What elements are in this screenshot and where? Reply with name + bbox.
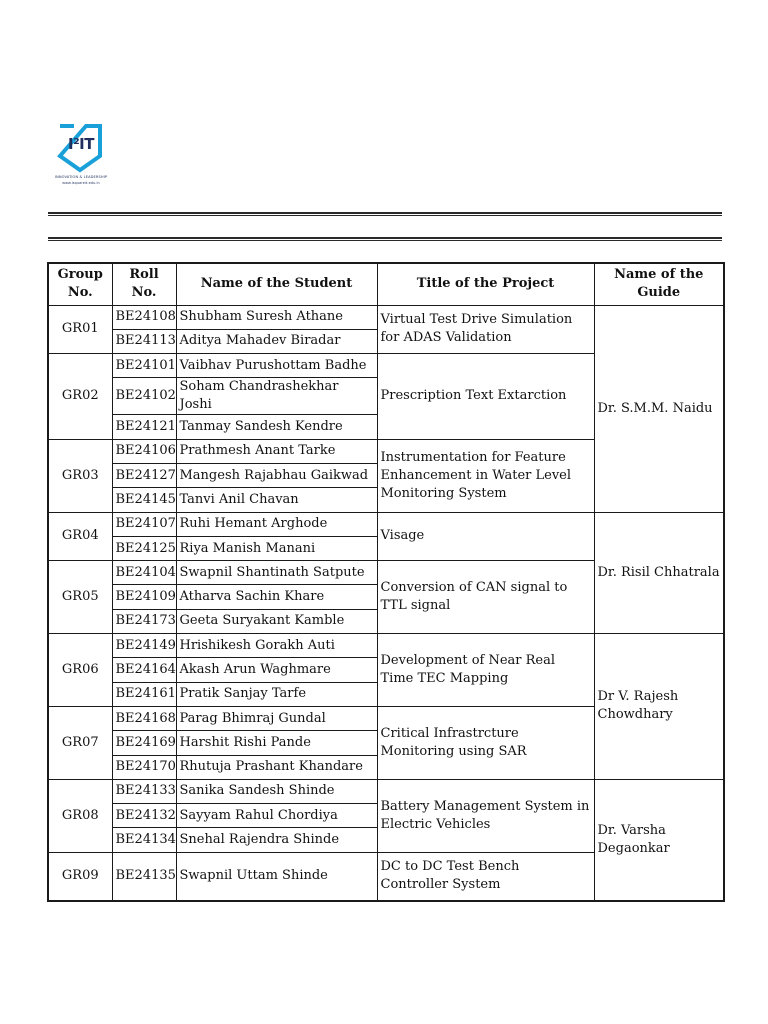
header-rule-bottom [48,237,722,241]
student-name-cell: Vaibhav Purushottam Badhe [176,354,377,378]
roll-no-cell: BE24149 [112,634,176,658]
roll-no-cell: BE24135 [112,852,176,901]
logo-tagline: INNOVATION & LEADERSHIP [54,175,108,179]
roll-no-cell: BE24133 [112,779,176,803]
student-name-cell: Snehal Rajendra Shinde [176,828,377,852]
roll-no-cell: BE24106 [112,439,176,463]
roll-no-cell: BE24145 [112,488,176,512]
group-no-cell: GR09 [48,852,112,901]
roll-no-cell: BE24127 [112,463,176,487]
student-name-cell: Swapnil Uttam Shinde [176,852,377,901]
group-no-cell: GR01 [48,305,112,354]
roll-no-cell: BE24102 [112,378,176,415]
table-row [48,305,724,329]
guide-name-cell: Dr V. Rajesh Chowdhary [594,634,724,780]
roll-no-cell: BE24107 [112,512,176,536]
student-name-cell: Rhutuja Prashant Khandare [176,755,377,779]
header-roll-no: Roll No. [112,263,176,305]
student-name-cell: Sanika Sandesh Shinde [176,779,377,803]
guide-name-cell: Dr. S.M.M. Naidu [594,305,724,512]
roll-no-cell: BE24101 [112,354,176,378]
project-title-cell: DC to DC Test Bench Controller System [377,852,594,901]
roll-no-cell: BE24170 [112,755,176,779]
project-title-cell: Prescription Text Extarction [377,354,594,440]
roll-no-cell: BE24108 [112,305,176,329]
table-row [48,634,724,658]
header-project-title: Title of the Project [377,263,594,305]
institute-logo [54,122,108,190]
roll-no-cell: BE24168 [112,706,176,730]
student-name-cell: Parag Bhimraj Gundal [176,706,377,730]
roll-no-cell: BE24134 [112,828,176,852]
roll-no-cell: BE24121 [112,415,176,439]
group-no-cell: GR03 [48,439,112,512]
roll-no-cell: BE24104 [112,561,176,585]
project-title-cell: Development of Near Real Time TEC Mapping [377,634,594,707]
guide-name-cell: Dr. Risil Chhatrala [594,512,724,633]
roll-no-cell: BE24109 [112,585,176,609]
header-rule-top [48,212,722,216]
roll-no-cell: BE24125 [112,536,176,560]
header-guide-name: Name of the Guide [594,263,724,305]
table-body [48,305,724,901]
student-name-cell: Mangesh Rajabhau Gaikwad [176,463,377,487]
student-name-cell: Tanvi Anil Chavan [176,488,377,512]
student-name-cell: Soham Chandrashekhar Joshi [176,378,377,415]
student-name-cell: Atharva Sachin Khare [176,585,377,609]
student-name-cell: Aditya Mahadev Biradar [176,329,377,353]
roll-no-cell: BE24173 [112,609,176,633]
project-title-cell: Instrumentation for Feature Enhancement in Water Level Monitoring System [377,439,594,512]
roll-no-cell: BE24113 [112,329,176,353]
table-row [48,512,724,536]
roll-no-cell: BE24132 [112,804,176,828]
group-no-cell: GR07 [48,706,112,779]
group-no-cell: GR05 [48,561,112,634]
table-row [48,779,724,803]
student-name-cell: Ruhi Hemant Arghode [176,512,377,536]
guide-name-cell: Dr. Varsha Degaonkar [594,779,724,900]
project-allocation-table [47,262,725,902]
project-title-cell: Battery Management System in Electric Vehicles [377,779,594,852]
table-header-row [48,263,724,305]
project-title-cell: Critical Infrastrcture Monitoring using SAR [377,706,594,779]
student-name-cell: Shubham Suresh Athane [176,305,377,329]
header-student-name: Name of the Student [176,263,377,305]
student-name-cell: Harshit Rishi Pande [176,731,377,755]
student-name-cell: Riya Manish Manani [176,536,377,560]
project-title-cell: Virtual Test Drive Simulation for ADAS Validation [377,305,594,354]
roll-no-cell: BE24169 [112,731,176,755]
group-no-cell: GR08 [48,779,112,852]
group-no-cell: GR04 [48,512,112,561]
header-group-no: Group No. [48,263,112,305]
student-name-cell: Hrishikesh Gorakh Auti [176,634,377,658]
roll-no-cell: BE24164 [112,658,176,682]
student-name-cell: Geeta Suryakant Kamble [176,609,377,633]
group-no-cell: GR06 [48,634,112,707]
student-name-cell: Sayyam Rahul Chordiya [176,804,377,828]
student-name-cell: Tanmay Sandesh Kendre [176,415,377,439]
roll-no-cell: BE24161 [112,682,176,706]
student-name-cell: Akash Arun Waghmare [176,658,377,682]
logo-text: I²IT [68,135,94,153]
student-name-cell: Prathmesh Anant Tarke [176,439,377,463]
logo-url: www.isquareit.edu.in [62,181,100,185]
project-title-cell: Conversion of CAN signal to TTL signal [377,561,594,634]
student-name-cell: Swapnil Shantinath Satpute [176,561,377,585]
group-no-cell: GR02 [48,354,112,440]
project-title-cell: Visage [377,512,594,561]
student-name-cell: Pratik Sanjay Tarfe [176,682,377,706]
